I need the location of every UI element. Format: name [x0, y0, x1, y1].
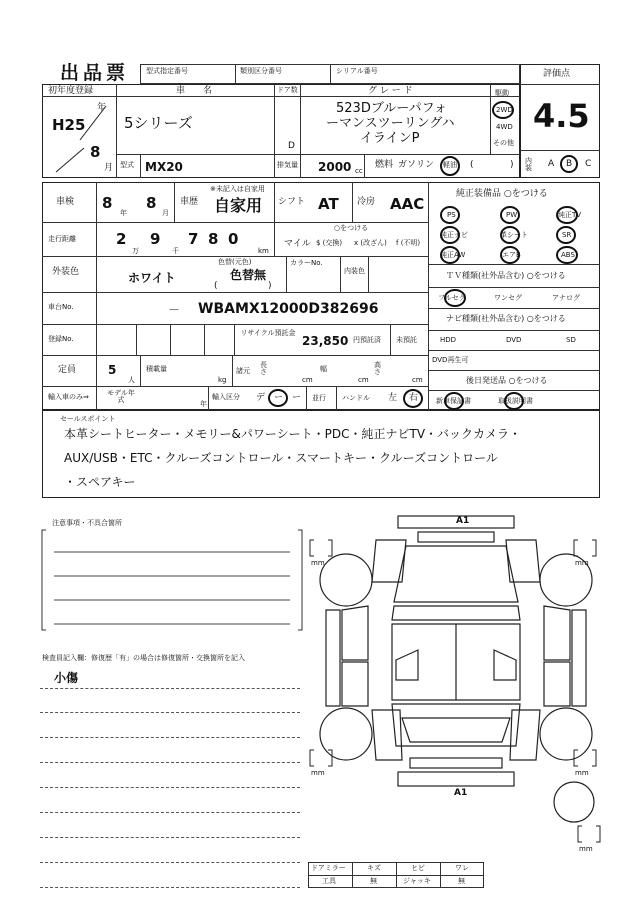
bt-header-mirror: ドアミラー — [311, 864, 346, 872]
doors-value: D — [288, 141, 295, 151]
equipment-title: 純正装備品 ○をつける — [456, 189, 548, 199]
equip-abs-circle — [556, 246, 578, 264]
equip-sr-circle — [556, 226, 576, 244]
bt-value-none-2: 無 — [458, 877, 465, 885]
mileage-sen: 千 — [172, 247, 179, 255]
bt-header-crack: ヒビ — [411, 864, 425, 872]
ac-value: AAC — [390, 195, 425, 213]
drive-label: 駆動 — [495, 89, 509, 97]
later-warranty: 新車保証書 — [436, 397, 471, 405]
notes-bracket — [40, 528, 304, 632]
dims-label: 諸元 — [236, 367, 250, 375]
grade-line-2: ーマンスツーリングハ — [326, 116, 455, 131]
equip-abs: ABS — [561, 251, 575, 259]
equip-navi-circle — [440, 226, 460, 244]
equip-ps-circle — [440, 206, 460, 224]
name-label: 車 名 — [176, 86, 213, 96]
navi-sd: SD — [566, 336, 576, 344]
bt-header-scratch: キズ — [367, 864, 381, 872]
import-class-end: ー — [292, 393, 302, 403]
model-label: 型式 — [120, 161, 134, 169]
first-reg-month: 8 — [90, 143, 101, 161]
equip-leather-circle — [500, 226, 520, 244]
import-class-circle — [268, 389, 288, 407]
later-warranty-circle — [444, 392, 464, 410]
capacity-unit: 人 — [128, 376, 135, 384]
chassis-dash: － — [168, 303, 181, 317]
model-year-unit: 年 — [200, 400, 207, 408]
bt-header-break: ワレ — [455, 864, 469, 872]
interior-grade-a: A — [548, 159, 555, 169]
chassis-label: 車台No. — [48, 303, 74, 311]
interior-grade-b: B — [566, 159, 573, 169]
displacement-value: 2000 — [318, 160, 352, 174]
equip-leather: 革シート — [500, 231, 528, 239]
fuel-diesel: 軽油 — [443, 161, 457, 169]
serial-label: シリアル番号 — [336, 67, 378, 75]
meter-exchange: $ (交換) — [316, 239, 343, 247]
equip-pw-circle — [500, 206, 520, 224]
meter-note: ○をつける — [334, 224, 369, 232]
import-class-de: デ — [256, 393, 266, 403]
mileage-digit-1: 2 — [116, 230, 127, 248]
mileage-digit-2: 9 — [150, 230, 161, 248]
inspector-note: 小傷 — [54, 671, 79, 685]
car-name: 5シリーズ — [124, 114, 193, 132]
recycle-done: 円預託済 — [353, 336, 381, 344]
date-slash — [50, 100, 112, 176]
dims-length: 長さ — [260, 361, 267, 376]
meter-unknown: f (不明) — [396, 239, 421, 247]
dims-width: 幅 — [320, 365, 327, 373]
navi-hdd: HDD — [440, 336, 457, 344]
interior-color-label: 内装色 — [344, 267, 365, 275]
page-title: 出品票 — [60, 62, 130, 84]
equip-navi: 純正ナビ — [440, 231, 468, 239]
handle-left: 左 — [388, 393, 398, 403]
color-change-label: 色替(元色) — [218, 258, 252, 266]
later-manual-circle — [504, 392, 524, 410]
color-no-label: カラーNo. — [290, 259, 323, 267]
inspection-month-unit: 月 — [162, 209, 169, 217]
drive-2wd-circle — [492, 101, 514, 119]
drive-4wd: 4WD — [496, 123, 513, 131]
ac-label: 冷房 — [357, 197, 376, 207]
meter-tamper: x (改ざん) — [354, 239, 387, 247]
navi-title: ナビ種類(社外品含む) ○をつける — [446, 314, 566, 323]
history-value: 自家用 — [214, 196, 263, 215]
score-value: 4.5 — [533, 97, 590, 135]
shift-value: AT — [318, 195, 339, 213]
score-label: 評価点 — [543, 69, 571, 79]
tv-analog: アナログ — [552, 294, 580, 302]
dims-height: 高さ — [374, 361, 381, 376]
parallel-label: 並行 — [312, 394, 326, 402]
mileage-digit-5: 0 — [228, 230, 239, 248]
equip-tv-circle — [556, 206, 578, 224]
sales-line-3: ・スペアキー — [64, 475, 136, 489]
dims-height-unit: cm — [412, 376, 423, 384]
interior-grade-c: C — [585, 159, 592, 169]
mileage-digit-4: 8 — [208, 230, 219, 248]
tv-fullseg: フルセグ — [438, 294, 466, 302]
mile-label: マイル — [284, 239, 311, 249]
equip-aw-circle — [440, 246, 460, 264]
equip-pw: PW — [506, 211, 518, 219]
bt-value-none-1: 無 — [370, 877, 377, 885]
inspection-year: 8 — [102, 194, 113, 212]
grade-label: グ レ ー ド — [368, 86, 413, 96]
grade-line-3: イラインP — [360, 131, 420, 146]
tv-fullseg-circle — [444, 289, 466, 307]
displacement-unit: cc — [355, 167, 363, 175]
reg-no-label: 登録No. — [48, 335, 74, 343]
recycle-value: 23,850 — [302, 334, 349, 348]
bt-value-tool: 工具 — [322, 877, 336, 885]
inspection-label: 車検 — [56, 197, 75, 207]
color-value: ホワイト — [128, 271, 176, 285]
handle-right: 右 — [409, 393, 419, 403]
chassis-value: WBAMX12000D382696 — [198, 301, 379, 317]
sales-label: セールスポイント — [60, 415, 116, 423]
model-value: MX20 — [145, 160, 183, 174]
mileage-man: 万 — [132, 247, 139, 255]
model-year-label: モデル年式 — [107, 389, 135, 404]
later-manual: 取扱説明書 — [498, 397, 533, 405]
capacity-value: 5 — [108, 363, 117, 377]
month-suffix: 月 — [104, 163, 114, 173]
drive-other: その他 — [493, 139, 514, 147]
dims-length-unit: cm — [302, 376, 313, 384]
navi-dvd: DVD — [506, 336, 522, 344]
type-cert-label: 型式指定番号 — [146, 67, 188, 75]
mm-spare: mm — [579, 845, 593, 853]
interior-label: 内装 — [525, 157, 532, 172]
history-label: 車歴 — [180, 197, 199, 207]
inspection-month: 8 — [146, 194, 157, 212]
recycle-not: 未預託 — [396, 336, 417, 344]
import-class-mid: ー — [274, 393, 284, 403]
car-diagram — [306, 510, 606, 870]
tv-oneseg: ワンセグ — [494, 294, 522, 302]
import-class-label: 輸入区分 — [212, 393, 240, 401]
sales-line-1: 本革シートヒーター・メモリー&パワーシート・PDC・純正ナビTV・バックカメラ・ — [64, 427, 522, 441]
handle-right-circle — [403, 389, 423, 408]
dims-width-unit: cm — [358, 376, 369, 384]
fuel-gasoline: ガソリン — [398, 160, 435, 170]
color-change-value: 色替無 — [230, 268, 267, 282]
notes-label: 注意事項・不具合箇所 — [52, 519, 122, 527]
first-reg-label: 初年度登録 — [48, 86, 94, 96]
dvd-label: DVD再生可 — [432, 356, 469, 364]
load-label: 積載量 — [146, 365, 167, 373]
import-label: 輸入車のみ⇒ — [48, 393, 89, 401]
equip-ps: PS — [447, 211, 456, 219]
color-label: 外装色 — [52, 267, 80, 277]
year-suffix: 年 — [97, 103, 107, 113]
mileage-unit: km — [258, 247, 269, 255]
doors-label: ドア数 — [277, 86, 298, 94]
mark-rear: A1 — [454, 788, 468, 798]
capacity-label: 定員 — [58, 365, 77, 375]
mm-front-right: mm — [575, 559, 589, 567]
first-reg-era: H25 — [52, 116, 86, 134]
equip-airbag-circle — [500, 246, 520, 264]
mm-rear-right: mm — [575, 769, 589, 777]
bt-value-jack: ジャッキ — [403, 877, 431, 885]
mark-front: A1 — [456, 516, 470, 526]
sales-line-2: AUX/USB・ETC・クルーズコントロール・スマートキー・クルーズコントロール — [64, 451, 498, 465]
tv-title: ＴＶ種類(社外品含む) ○をつける — [446, 271, 566, 280]
shift-label: シフト — [278, 197, 306, 207]
fuel-diesel-circle — [440, 156, 460, 176]
interior-b-circle — [560, 155, 578, 173]
mm-rear-left: mm — [311, 769, 325, 777]
inspection-year-unit: 年 — [120, 209, 127, 217]
class-label: 類別区分番号 — [240, 67, 282, 75]
load-unit: kg — [218, 376, 227, 384]
mm-front-left: mm — [311, 559, 325, 567]
displacement-label: 排気量 — [277, 161, 298, 169]
recycle-label: リサイクル預託金 — [240, 329, 296, 337]
mileage-label: 走行距離 — [48, 235, 76, 243]
equip-sr: SR — [562, 231, 572, 239]
equip-airbag: エアB — [502, 251, 521, 259]
equip-tv: 純正TV — [558, 211, 582, 219]
later-title: 後日発送品 ○をつける — [466, 376, 548, 385]
grade-line-1: 523Dブルーパフォ — [336, 101, 448, 116]
history-note: ※未記入は自家用 — [210, 185, 265, 193]
equip-aw: 純正AW — [440, 251, 466, 259]
fuel-label: 燃料 — [375, 160, 394, 170]
inspector-label: 検査員記入欄：修復歴「有」の場合は修復箇所・交換箇所を記入 — [42, 654, 245, 662]
drive-2wd: 2WD — [496, 106, 513, 114]
mileage-digit-3: 7 — [188, 230, 199, 248]
handle-label: ハンドル — [342, 394, 370, 402]
